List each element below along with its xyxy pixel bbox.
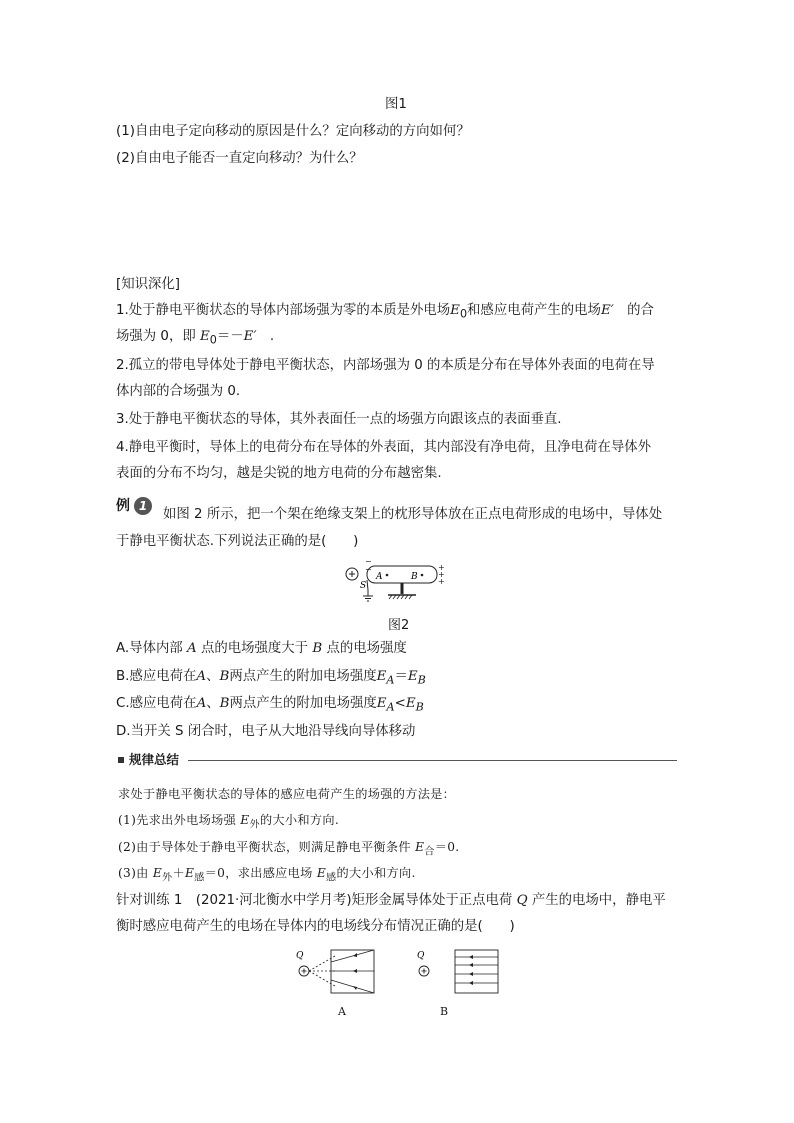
example-line-1: 如图 2 所示，把一个架在绝缘支架上的枕形导体放在正点电荷形成的电场中，导体处 bbox=[163, 507, 663, 522]
svg-text:+: + bbox=[438, 577, 445, 586]
svg-text:−: − bbox=[365, 557, 372, 566]
knowledge-point-1-line-1: 1.处于静电平衡状态的导体内部场强为零的本质是外电场$E_0$和感应电荷产生的电场E′ 的合 bbox=[116, 303, 654, 321]
knowledge-point-1-line-2: 场强为 0，即 $E_0=-E'$ . bbox=[116, 329, 275, 347]
summary-divider bbox=[188, 760, 677, 761]
figure-2-diagram bbox=[340, 557, 450, 608]
summary-title: 规律总结 bbox=[129, 752, 180, 767]
option-c[interactable]: C.感应电荷在A、B两点产生的附加电场强度$E_A<E_B$ bbox=[116, 696, 424, 714]
question-2: (2)自由电子能否一直定向移动？为什么？ bbox=[116, 151, 363, 166]
knowledge-point-2-line-1: 2.孤立的带电导体处于静电平衡状态，内部场强为 0 的本质是分布在导体外表面的电荷在导 bbox=[116, 358, 655, 373]
option-b[interactable]: B.感应电荷在A、B两点产生的附加电场强度$E_A=E_B$ bbox=[116, 669, 426, 687]
training-figure-a bbox=[293, 948, 383, 1000]
knowledge-point-3: 3.处于静电平衡状态的导体，其外表面任一点的场强方向跟该点的表面垂直. bbox=[116, 412, 562, 427]
summary-bullet-icon bbox=[118, 757, 124, 763]
fig-a-charge-label: Q bbox=[296, 951, 304, 961]
example-label: 例 bbox=[116, 498, 130, 514]
option-d[interactable]: D.当开关 S 闭合时，电子从大地沿导线向导体移动 bbox=[116, 724, 416, 739]
example-line-2: 于静电平衡状态.下列说法正确的是( ) bbox=[116, 534, 359, 549]
knowledge-point-2-line-2: 体内部的合场强为 0. bbox=[116, 384, 241, 399]
training-line-1: 针对训练 1 (2021·河北衡水中学月考)矩形金属导体处于正点电荷 Q 产生的电场中，静电平 bbox=[116, 893, 666, 908]
training-figure-b bbox=[414, 948, 504, 1000]
fig2-label-B: B bbox=[411, 572, 418, 582]
figure-2-caption: 图2 bbox=[388, 618, 410, 633]
example-number-badge: 1 bbox=[134, 497, 152, 515]
knowledge-heading: [知识深化] bbox=[116, 277, 181, 292]
knowledge-point-4-line-2: 表面的分布不均匀，越是尖锐的地方电荷的分布越密集. bbox=[116, 466, 442, 481]
fig2-label-A: A bbox=[376, 572, 383, 582]
svg-text:+: + bbox=[438, 570, 445, 579]
option-a[interactable]: A.导体内部 A 点的电场强度大于 B 点的电场强度 bbox=[116, 641, 407, 656]
svg-text:+: + bbox=[438, 563, 445, 572]
figure-1-caption: 图1 bbox=[385, 97, 407, 112]
question-1: (1)自由电子定向移动的原因是什么？定向移动的方向如何？ bbox=[116, 124, 470, 139]
summary-step-3: (3)由 $E_外+E_感=0$，求出感应电场 $E_感$的大小和方向. bbox=[118, 866, 416, 884]
fig2-switch-label: S bbox=[360, 581, 367, 591]
training-figure-b-label: B bbox=[440, 1005, 449, 1018]
summary-step-2: (2)由于导体处于静电平衡状态，则满足静电平衡条件 $E_合=0$. bbox=[118, 840, 460, 858]
svg-text:−: − bbox=[365, 565, 372, 574]
summary-step-1: (1)先求出外电场场强 $E_外$的大小和方向. bbox=[118, 813, 340, 831]
training-line-2: 衡时感应电荷产生的电场在导体内的电场线分布情况正确的是( ) bbox=[116, 919, 515, 934]
fig-b-charge-label: Q bbox=[417, 951, 425, 961]
summary-intro: 求处于静电平衡状态的导体的感应电荷产生的场强的方法是： bbox=[118, 787, 456, 801]
training-figure-a-label: A bbox=[338, 1005, 346, 1018]
knowledge-point-4-line-1: 4.静电平衡时，导体上的电荷分布在导体的外表面，其内部没有净电荷，且净电荷在导体外 bbox=[116, 440, 652, 455]
